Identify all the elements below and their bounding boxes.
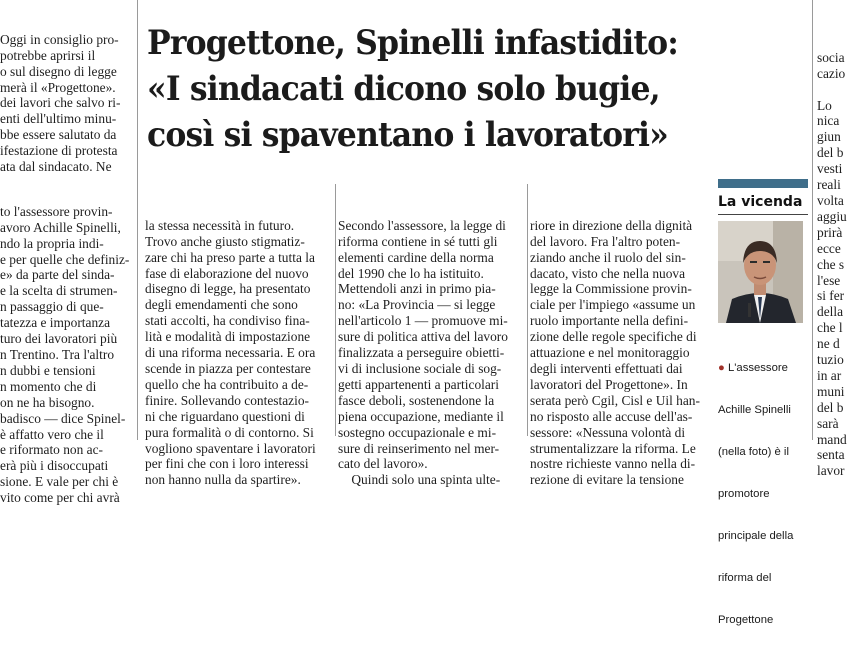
text-line: riforma contiene in sé tutti gli [338,233,498,249]
headline-line-2: «I sindacati dicono solo bugie, [147,69,660,108]
column-divider-left [137,0,138,440]
text-line: serata però Cgil, Cisl e Uil han- [530,392,700,408]
text-line: to l'assessore provin- [0,203,113,219]
left-column-top-text [0,32,133,175]
text-line: degli emendamenti che sono [145,297,298,313]
text-line: nostre richieste vanno nella di- [530,456,696,472]
text-line: n momento che di [0,378,97,394]
article-column-2 [338,186,526,488]
text-line: fase di elaborazione del nuovo [145,265,309,281]
column-divider-1 [335,184,336,436]
text-line [817,82,847,98]
text-line: sostegno occupazionale e mi- [338,424,497,440]
text-line: bbe essere salutato da [0,127,117,143]
text-line: vi di inclusione sociale di sog- [338,360,502,376]
text-line: ciale per l'impiego «assume un [530,297,696,313]
text-line: n Trentino. Tra l'altro [0,346,115,362]
text-line: del b [817,399,844,415]
text-line: merà il «Progettone». [0,79,116,95]
text-line: dei lavori che salvo ri- [0,95,121,111]
caption-line-4: promotore [718,488,770,500]
left-column-bottom-text [0,204,133,506]
text-line: no: «La Provincia — si legge [338,297,496,313]
text-line: fasce deboli, sostenendone la [338,392,495,408]
text-line: sarà [817,415,839,431]
text-line: degli interventi effettuati dai [530,360,683,376]
portrait-photo [718,221,803,323]
text-line: Quindi solo una spinta ulte- [338,472,501,488]
text-line: ruolo importante nella defini- [530,313,689,329]
text-line: stati accolti, ha condiviso fina- [145,313,310,329]
caption-line-5: principale della [718,530,794,542]
text-line: ndo la propria indi- [0,235,104,251]
article-column-1-text [145,218,333,488]
text-line: zare chi ha preso parte a tutta la [145,249,315,265]
text-line: socia [817,49,845,65]
text-line: o sul disegno di legge [0,63,117,79]
text-line: Trovo anche giusto stigmatiz- [145,233,305,249]
text-line: elementi cardine della norma [338,249,494,265]
sidebar-color-bar [718,179,808,188]
text-line: tatezza e importanza [0,315,111,331]
article-column-2-text [338,218,526,488]
text-line: strumentalizzare la riforma. Le [530,440,696,456]
text-line: Lo [817,97,832,113]
text-line: del b [817,145,844,161]
text-line: nell'articolo 1 — promuove mi- [338,313,508,329]
text-line: Mettendoli anzi in primo pia- [338,281,496,297]
text-line: si fer [817,288,845,304]
column-divider-2 [527,184,528,436]
article-column-3 [530,186,713,488]
text-line: cazio [817,65,846,81]
text-line: vogliono spaventare i lavoratori [145,440,316,456]
text-line: vesti [817,161,843,177]
text-line: legge la Commissione provin- [530,281,692,297]
sidebar-caption [718,333,808,655]
text-line: attuazione e nel monitoraggio [530,345,690,361]
caption-line-1: L'assessore [727,362,788,374]
text-line: l'ese [817,272,841,288]
text-line: lavor [817,463,845,479]
text-line: dacato, visto che nella nuova [530,265,686,281]
right-column-text [817,50,847,479]
text-line: aggiu [817,208,847,224]
text-line: ziando anche il ruolo del sin- [530,249,686,265]
caption-line-6: riforma del [718,572,772,584]
text-line: enti dell'ultimo minu- [0,111,117,127]
text-line: in ar [817,367,842,383]
caption-line-3: (nella foto) è il [718,446,789,458]
headline-line-1: Progettone, Spinelli infastidito: [147,23,679,62]
text-line: nica [817,113,840,129]
text-line: e per quelle che definiz- [0,251,130,267]
text-line: giun [817,129,841,145]
text-line: rezione di evitare la tensione [530,472,684,488]
text-line: quello che ha contribuito a de- [145,376,309,392]
text-line: la stessa necessità in futuro. [145,217,295,233]
text-line: getti appartenenti a particolari [338,376,499,392]
text-line: avoro Achille Spinelli, [0,219,121,235]
column-divider-right [812,0,813,440]
text-line: riore in direzione della dignità [530,217,693,233]
sidebar-title: La vicenda [718,194,803,210]
text-line: tuzio [817,352,844,368]
text-line: mand [817,431,847,447]
text-line: no risposto alle accuse dell'as- [530,408,693,424]
article-column-1 [145,186,333,488]
right-column [817,18,847,479]
text-line: disegno di legge, ha presentato [145,281,311,297]
text-line: reali [817,177,841,193]
text-line: del lavoro. Fra l'altro poten- [530,233,681,249]
text-line: finalizzata a perseguire obietti- [338,345,505,361]
text-line: potrebbe aprirsi il [0,47,96,63]
text-line: sure di reinserimento nel mer- [338,440,500,456]
text-line: ata dal sindacato. Ne [0,159,112,175]
caption-line-7: Progettone [718,614,774,626]
text-line: scende in piazza per contestare [145,360,311,376]
text-line: n passaggio di que- [0,299,104,315]
text-line: on ne ha bisogno. [0,394,95,410]
text-line: finire. Sollevando contestazio- [145,392,309,408]
text-line: che l [817,320,843,336]
text-line: ne d [817,336,840,352]
caption-line-2: Achille Spinelli [718,404,791,416]
headline [147,20,787,170]
text-line: muni [817,383,845,399]
bullet-icon: ● [718,362,725,374]
text-line: e riformato non ac- [0,442,103,458]
headline-line-3: così si spaventano i lavoratori» [147,115,668,154]
text-line: senta [817,447,845,463]
text-line: non hanno nulla da spartire». [145,472,301,488]
article-column-3-text [530,218,713,488]
text-line: volta [817,192,844,208]
text-line: per fini che con i loro interessi [145,456,309,472]
text-line: ecce [817,240,841,256]
text-line: è affatto vero che il [0,426,104,442]
text-line: Oggi in consiglio pro- [0,31,119,47]
text-line: vito come per chi avrà [0,490,120,506]
text-line: che s [817,256,845,272]
text-line: lavoratori del Progettone». In [530,376,688,392]
text-line: Secondo l'assessore, la legge di [338,217,506,233]
text-line: piena occupazione, mediante il [338,408,504,424]
left-column-bottom [0,172,133,506]
text-line: di una riforma necessaria. E ora [145,345,316,361]
text-line: turo dei lavoratori più [0,331,118,347]
text-line: sessore: «Nessuna volontà di [530,424,686,440]
text-line: erà più i disoccupati [0,458,109,474]
text-line: zione delle regole specifiche di [530,329,697,345]
text-line: sure di politica attiva del lavoro [338,329,508,345]
sidebar-la-vicenda [718,179,808,626]
left-column-top [0,0,133,175]
text-line: badisco — dice Spinel- [0,410,126,426]
text-line: cato del lavoro». [338,456,428,472]
sidebar-divider [718,214,808,215]
text-line: pura formalità o di contorno. Si [145,424,314,440]
text-line: ifestazione di protesta [0,143,118,159]
text-line: e la scelta di strumen- [0,283,118,299]
text-line: del 1990 che lo ha istituito. [338,265,484,281]
text-line: della [817,304,844,320]
text-line: prirà [817,224,843,240]
text-line: n dubbi e tensioni [0,362,96,378]
text-line: ni che riguardano questioni di [145,408,305,424]
text-line: sione. E vale per chi è [0,474,119,490]
text-line: lità e modalità di impostazione [145,329,311,345]
text-line: e» da parte del sinda- [0,267,115,283]
